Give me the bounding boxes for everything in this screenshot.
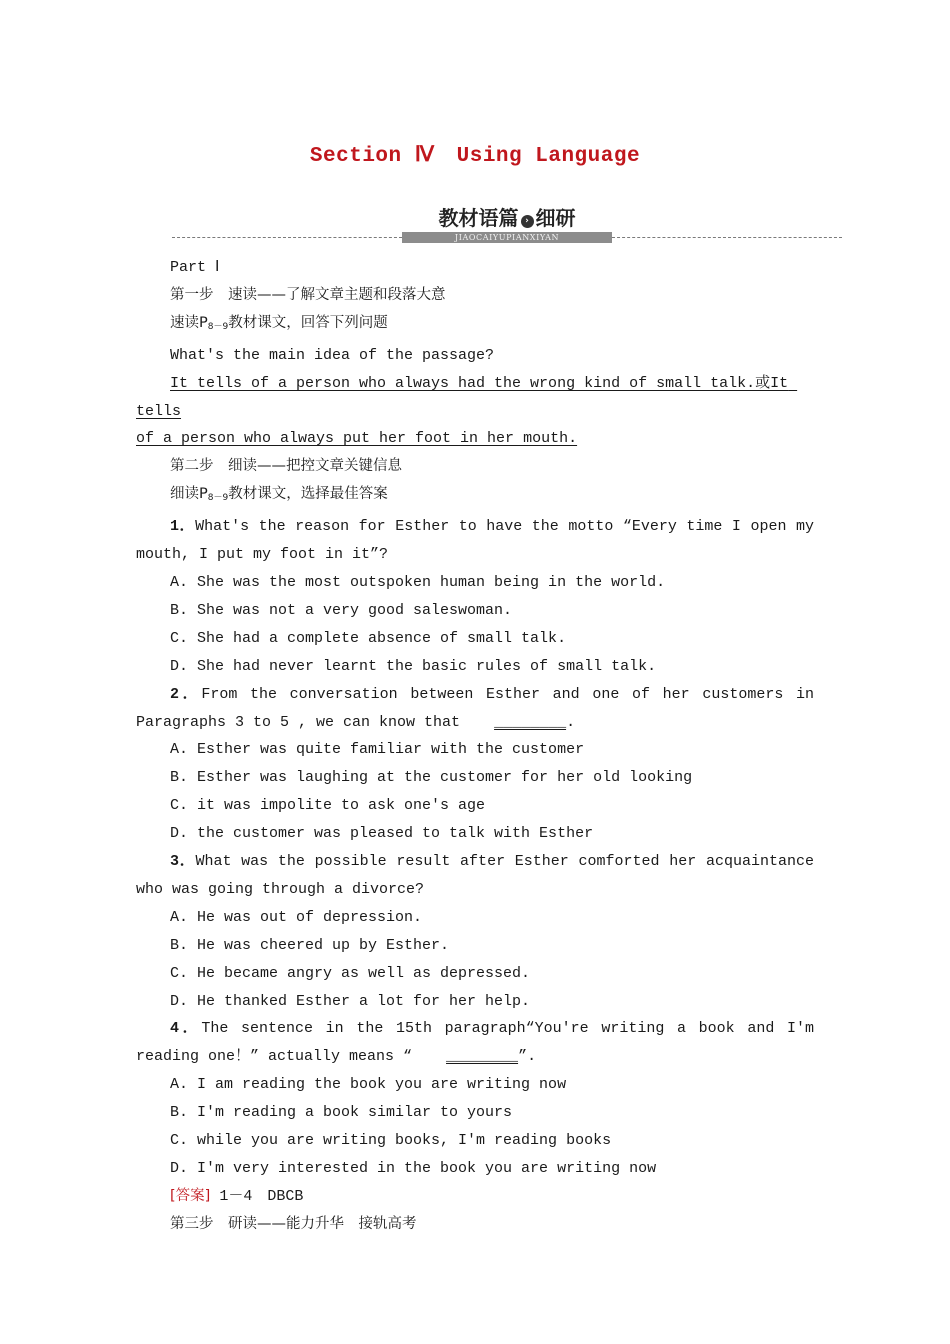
step1-heading: 第一步 速读——了解文章主题和段落大意 [170, 286, 446, 303]
main-idea-answer-line2: of a person who always put her foot in her mouth. [136, 430, 578, 448]
question-number: 2． [170, 685, 202, 703]
answer-blank: ________ [446, 1048, 519, 1066]
step2-instruction: 细读$P_{8-9}$教材课文，选择最佳答案 [170, 486, 388, 504]
question-number: 4． [170, 1020, 202, 1038]
question-4-option-c: C. while you are writing books, I'm reading books [170, 1132, 612, 1150]
section-banner [172, 205, 842, 245]
question-4-option-a: A. I am reading the book you are writing now [170, 1076, 567, 1094]
answer-key: [答案] 1－4 DBCB [170, 1187, 304, 1205]
question-3-option-d: D. He thanked Esther a lot for her help. [170, 992, 531, 1010]
question-1-option-b: B. She was not a very good saleswoman. [170, 601, 513, 619]
question-4: 4．The sentence in the 15th paragraph“You're writing a book and I'm reading one！” actually means “ ________”. [136, 1015, 814, 1071]
question-3: 3．What was the possible result after Esther comforted her acquaintance who was going through a divorce? [136, 853, 823, 898]
step1-instruction: 速读$P_{8-9}$教材课文，回答下列问题 [170, 314, 388, 332]
question-2: 2．From the conversation between Esther and one of her customers in Paragraphs 3 to 5 , we can know that ________. [136, 681, 814, 737]
section-topic: Using Language [456, 145, 641, 168]
part-label: Part Ⅰ [170, 259, 220, 276]
banner-pinyin: JIAOCAIYUPIANXIYAN [402, 232, 612, 243]
question-number: 3． [170, 853, 196, 871]
main-idea-question: What's the main idea of the passage? [170, 346, 495, 364]
answer-blank: ________ [494, 713, 567, 731]
main-idea-answer-line1: It tells of a person who always had the wrong kind of small talk.或It tells [136, 374, 798, 420]
step3-heading: 第三步 研读——能力升华 接轨高考 [170, 1215, 417, 1232]
banner-heading: 教材语篇 › 细研 [438, 206, 576, 230]
section-title [0, 142, 950, 168]
question-1-option-a: A. She was the most outspoken human being in the world. [170, 573, 666, 591]
question-2-option-d: D. the customer was pleased to talk with Esther [170, 825, 594, 843]
question-4-option-b: B. I'm reading a book similar to yours [170, 1104, 513, 1122]
question-3-option-a: A. He was out of depression. [170, 908, 423, 926]
chevron-right-icon: › [521, 215, 534, 228]
document-body [136, 254, 824, 1239]
question-4-option-d: D. I'm very interested in the book you are writing now [170, 1160, 657, 1177]
question-2-option-b: B. Esther was laughing at the customer for her old looking [170, 769, 693, 787]
banner-divider-right [612, 237, 842, 238]
section-number: Section Ⅳ [309, 145, 435, 168]
question-number: 1． [170, 518, 196, 536]
question-1-option-c: C. She had a complete absence of small talk. [170, 629, 567, 647]
question-3-option-c: C. He became angry as well as depressed. [170, 964, 531, 982]
step2-heading: 第二步 细读——把控文章关键信息 [170, 458, 402, 475]
banner-divider-left [172, 237, 402, 238]
question-2-option-c: C. it was impolite to ask one's age [170, 797, 486, 815]
question-2-option-a: A. Esther was quite familiar with the customer [170, 741, 585, 759]
question-3-option-b: B. He was cheered up by Esther. [170, 936, 450, 954]
question-1-option-d: D. She had never learnt the basic rules of small talk. [170, 657, 657, 675]
answer-tag: [答案] [170, 1187, 211, 1204]
question-1: 1．What's the reason for Esther to have the motto “Every time I open my mouth, I put my foot in it”? [136, 518, 824, 564]
